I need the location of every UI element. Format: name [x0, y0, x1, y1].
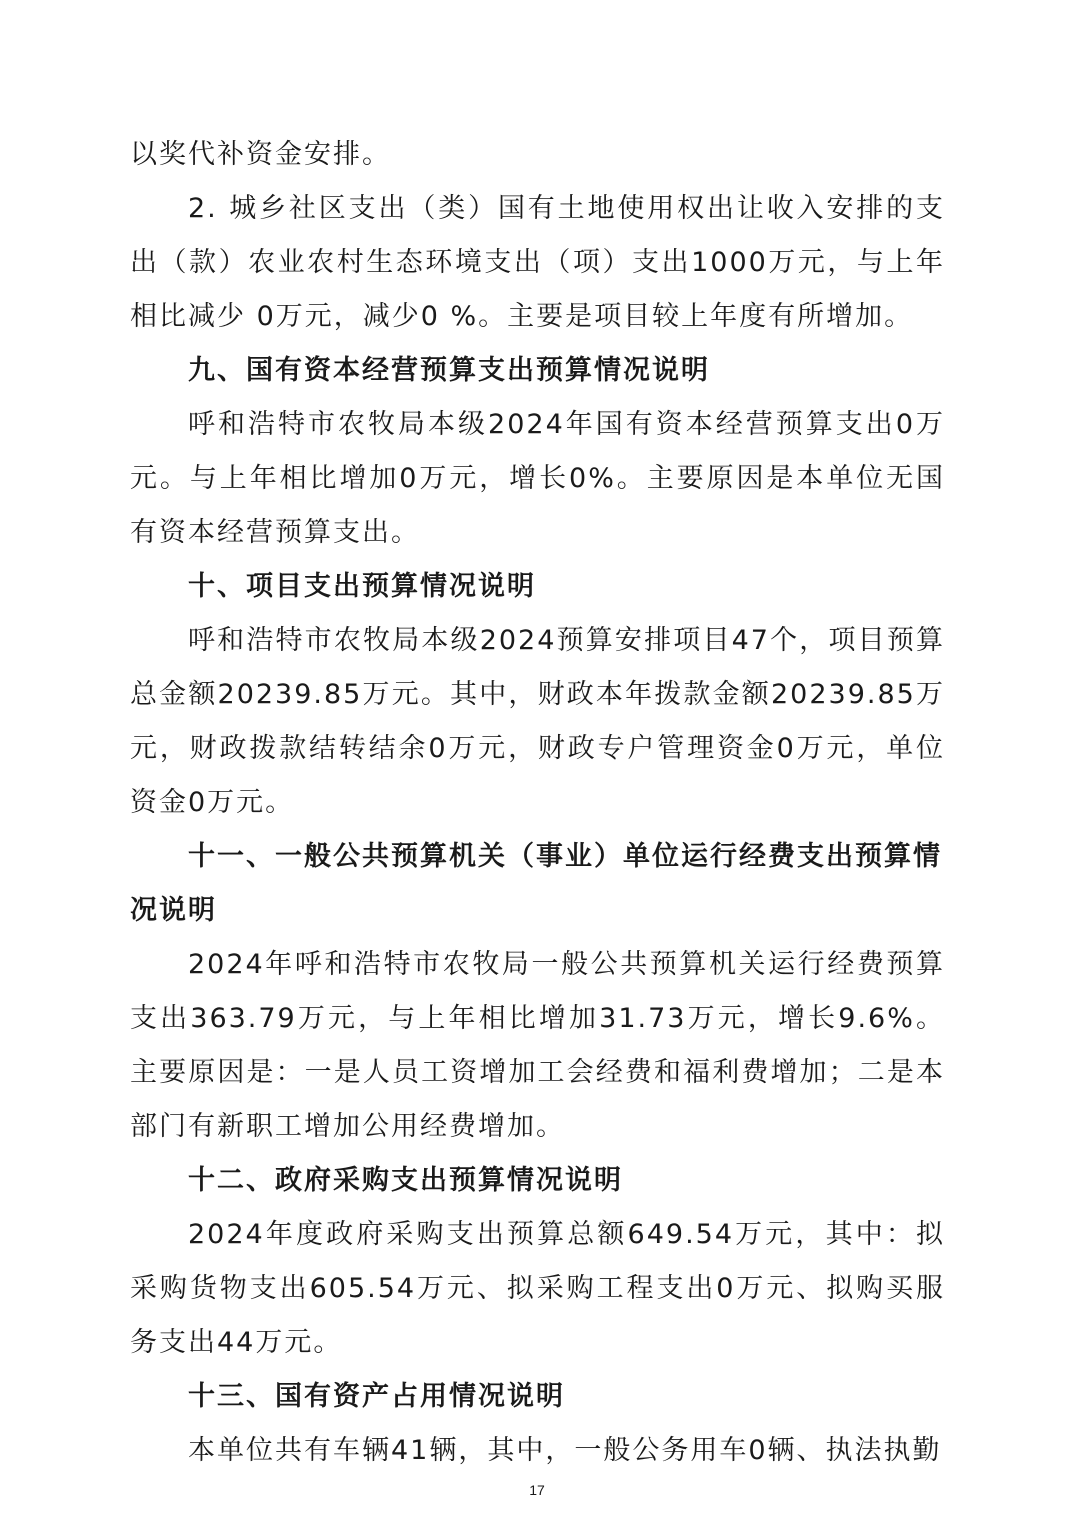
- section-heading-11: 十一、一般公共预算机关（事业）单位运行经费支出预算情况说明: [130, 841, 942, 926]
- section-heading-9: 九、国有资本经营预算支出预算情况说明: [188, 355, 710, 386]
- paragraph-section-10: 呼和浩特市农牧局本级2024预算安排项目47个，项目预算总金额20239.85万元。其中，财政本年拨款金额20239.85万元，财政拨款结转结余0万元，财政专户管理资金0万元，单位资金0万元。: [130, 625, 945, 818]
- section-heading-13: 十三、国有资产占用情况说明: [188, 1381, 565, 1412]
- paragraph-continuation: 以奖代补资金安排。: [130, 139, 391, 170]
- section-heading-12: 十二、政府采购支出预算情况说明: [188, 1165, 623, 1196]
- paragraph-section-11: 2024年呼和浩特市农牧局一般公共预算机关运行经费预算支出363.79万元，与上年相比增加31.73万元，增长9.6%。主要原因是：一是人员工资增加工会经费和福利费增加；二是本部门有新职工增加公用经费增加。: [130, 949, 945, 1142]
- section-heading-10: 十、项目支出预算情况说明: [188, 571, 536, 602]
- page-number: 17: [529, 1482, 545, 1498]
- paragraph-section-9: 呼和浩特市农牧局本级2024年国有资本经营预算支出0万元。与上年相比增加0万元，增长0%。主要原因是本单位无国有资本经营预算支出。: [130, 409, 945, 548]
- paragraph-item-2: 2. 城乡社区支出（类）国有土地使用权出让收入安排的支出（款）农业农村生态环境支出（项）支出1000万元，与上年相比减少 0万元，减少0 %。主要是项目较上年度有所增加。: [130, 193, 945, 332]
- paragraph-section-12: 2024年度政府采购支出预算总额649.54万元，其中：拟采购货物支出605.54万元、拟采购工程支出0万元、拟购买服务支出44万元。: [130, 1219, 945, 1358]
- paragraph-section-13: 本单位共有车辆41辆，其中，一般公务用车0辆、执法执勤: [188, 1435, 942, 1466]
